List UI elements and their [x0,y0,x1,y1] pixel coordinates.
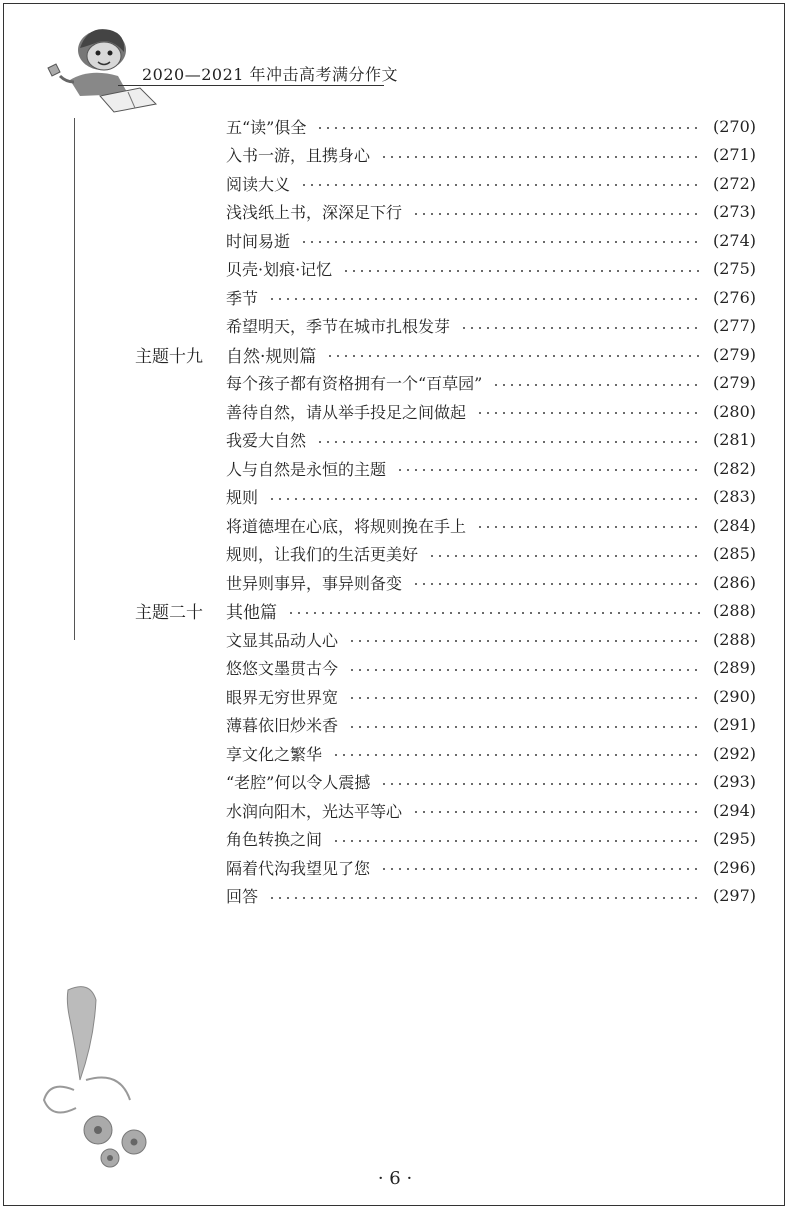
toc-page-number: (277) [712,316,756,335]
toc-entry-title: 规则，让我们的生活更美好 [226,545,419,564]
toc-entry-title: 世异则事异，事异则备变 [226,573,403,593]
leader-dots [348,697,700,699]
toc-row [0,568,790,596]
leader-dots [396,469,700,471]
leader-dots [492,384,700,386]
toc-page-number: (279) [712,344,756,364]
toc-page-number: (283) [712,487,756,506]
leader-dots [348,669,700,671]
leader-dots [476,412,700,414]
toc-row [0,141,790,169]
toc-page-number: (281) [712,430,756,449]
toc-page-number: (272) [712,173,756,193]
toc-entry-title: 善待自然，请从举手投足之间做起 [226,402,467,422]
toc-row [0,369,790,397]
toc-row [0,226,790,254]
toc-entry-title: 文显其品动人心 [226,630,339,650]
toc-row [0,198,790,226]
toc-page-number: (285) [712,544,756,563]
leader-dots [268,897,700,899]
theme-label: 主题十九 [135,346,203,367]
toc-page-number: (296) [712,857,756,877]
toc-page-number: (271) [712,145,756,164]
toc-entry-title: 自然·规则篇 [226,346,317,367]
toc-page-number: (274) [712,230,756,250]
leader-dots [332,840,700,842]
leader-dots [316,127,700,129]
toc-page-number: (292) [712,743,756,763]
toc-page-number: (286) [712,572,756,592]
toc-page-number: (275) [712,259,756,278]
toc-row [0,312,790,340]
leader-dots [342,270,700,272]
toc-entry-title: 入书一游，且携身心 [226,146,371,165]
leader-dots [380,783,700,785]
toc-entry-title: 其他篇 [226,603,277,623]
leader-dots [348,640,700,642]
toc-page-number: (270) [712,116,756,136]
toc-entry-title: 贝壳·划痕·记忆 [226,260,333,279]
toc-row [0,283,790,311]
toc-row [0,255,790,283]
toc-page-number: (293) [712,772,756,791]
toc-page-number: (276) [712,287,756,307]
leader-dots [412,583,700,585]
toc-entry-title: 享文化之繁华 [226,744,323,764]
toc-row [0,511,790,539]
toc-row [0,112,790,140]
toc-page-number: (295) [712,829,756,848]
toc-entry-title: 阅读大义 [226,174,291,194]
toc-page-number: (297) [712,886,756,905]
toc-page-number: (289) [712,658,756,677]
leader-dots [476,526,700,528]
toc-row [0,825,790,853]
toc-entry-title: 浅浅纸上书，深深足下行 [226,203,403,222]
toc-page-number: (288) [712,629,756,649]
toc-entry-title: 每个孩子都有资格拥有一个“百草园” [226,374,483,393]
page-number: · 6 · [377,1168,413,1189]
toc-row [0,625,790,653]
toc-page-number: (291) [712,715,756,734]
toc-entry-title: 薄暮依旧炒米香 [226,716,339,735]
toc-theme-row [0,340,790,368]
toc-row [0,483,790,511]
toc-page-number: (288) [712,601,756,620]
toc-entry-title: 水润向阳木，光达平等心 [226,801,403,821]
toc-row [0,882,790,910]
toc-entry-title: “老腔”何以令人震撼 [226,773,371,792]
leader-dots [412,213,700,215]
toc-page-number: (290) [712,686,756,706]
toc-entry-title: 希望明天，季节在城市扎根发芽 [226,317,451,336]
leader-dots [460,327,700,329]
leader-dots [268,298,700,300]
toc-entry-title: 规则 [226,488,259,507]
toc-entry-title: 将道德埋在心底，将规则挽在手上 [226,516,467,536]
running-header: 2020—2021 年冲击高考满分作文 [142,65,399,84]
leader-dots [300,241,700,243]
toc-row [0,654,790,682]
leader-dots [268,498,700,500]
toc-page-number: (282) [712,458,756,478]
leader-dots [380,868,700,870]
leader-dots [380,156,700,158]
toc-entry-title: 季节 [226,288,259,308]
toc-row [0,540,790,568]
toc-page-number: (284) [712,515,756,535]
toc-page-number: (279) [712,373,756,392]
toc-row [0,853,790,881]
toc-row [0,454,790,482]
toc-row [0,426,790,454]
toc-entry-title: 人与自然是永恒的主题 [226,459,387,479]
toc-page-number: (273) [712,202,756,221]
toc-theme-row [0,597,790,625]
leader-dots [287,612,700,614]
leader-dots [412,811,700,813]
toc-row [0,739,790,767]
toc-entry-title: 悠悠文墨贯古今 [226,659,339,678]
toc-row [0,796,790,824]
toc-entry-title: 五“读”俱全 [226,117,307,137]
leader-dots [348,726,700,728]
toc-entry-title: 回答 [226,887,259,906]
toc-row [0,682,790,710]
toc-row [0,768,790,796]
toc-entry-title: 角色转换之间 [226,830,323,849]
toc-page-number: (294) [712,800,756,820]
toc-page-number: (280) [712,401,756,421]
toc-entry-title: 隔着代沟我望见了您 [226,858,371,878]
toc-entry-title: 眼界无穷世界宽 [226,687,339,707]
toc-entry-title: 我爱大自然 [226,431,307,450]
leader-dots [300,184,700,186]
toc-row [0,711,790,739]
theme-label: 主题二十 [135,603,203,623]
toc-row [0,397,790,425]
toc-entry-title: 时间易逝 [226,231,291,251]
leader-dots [316,441,700,443]
toc-row [0,169,790,197]
flower-swirl-illustration [30,980,180,1170]
leader-dots [428,555,700,557]
leader-dots [332,754,700,756]
leader-dots [326,355,700,357]
header-underline [118,85,384,86]
